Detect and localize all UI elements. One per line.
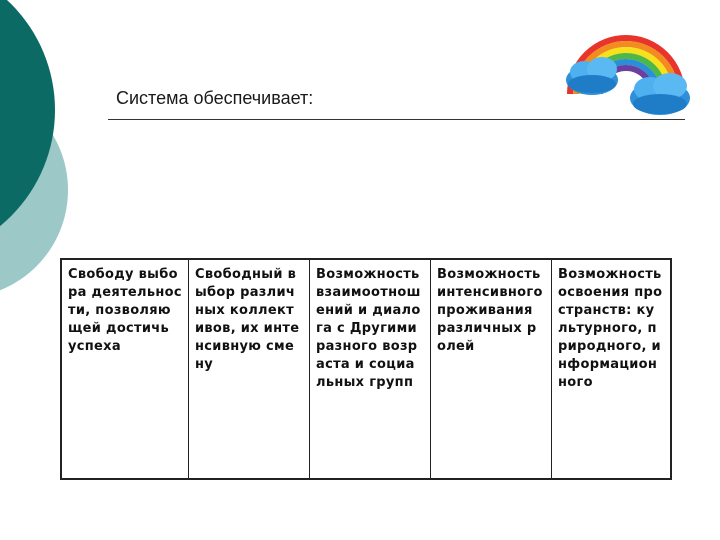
decorative-circles — [0, 0, 80, 300]
features-table — [60, 258, 672, 480]
table-cell: Свободу выбора деятельности, позволяющей достичь успеха — [61, 259, 189, 479]
table-cell: Возможность интенсивного проживания различных ролей — [431, 259, 552, 479]
table-cell: Возможность взаимоотношений и диалога с Другими разного возраста и социальных групп — [310, 259, 431, 479]
cloud-right-icon — [630, 73, 690, 115]
rainbow-clouds-image — [556, 14, 696, 124]
table-cell: Возможность освоения пространств: культурного, природного, информационного — [552, 259, 672, 479]
cloud-left-icon — [566, 57, 618, 95]
table-cell: Свободный выбор различных коллективов, их интенсивную смену — [189, 259, 310, 479]
table-row — [61, 259, 671, 479]
slide-title: Система обеспечивает: — [116, 88, 314, 108]
